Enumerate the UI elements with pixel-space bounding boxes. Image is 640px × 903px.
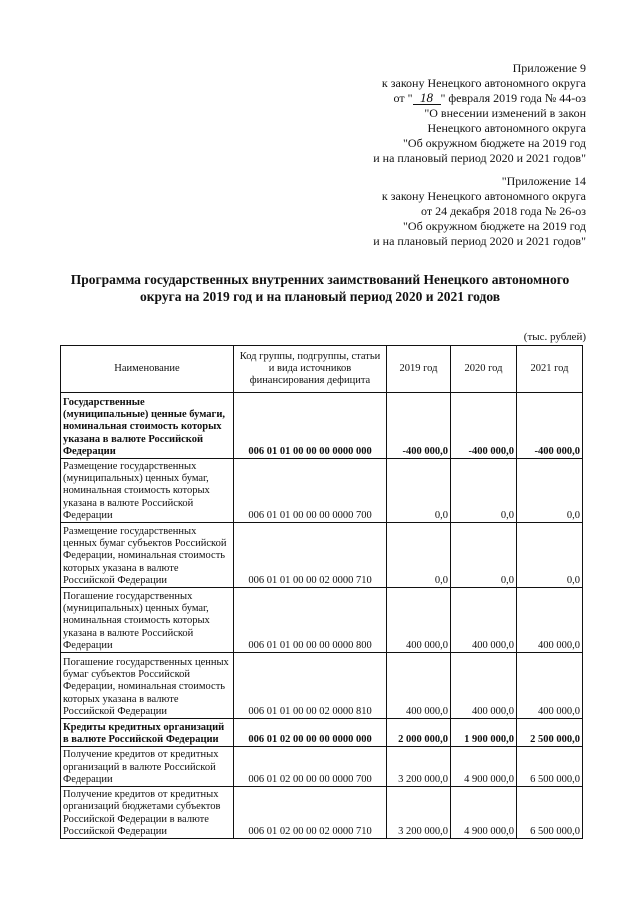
appendix-14-block (373, 174, 586, 249)
appendix-9-line-6: "Об окружном бюджете на 2019 год (403, 136, 586, 150)
header-2021: 2021 год (517, 346, 583, 393)
table-header-row (61, 346, 583, 393)
row-value-2021: -400 000,0 (517, 393, 583, 459)
row-value-2020: 4 900 000,0 (451, 787, 517, 839)
row-value-2020: -400 000,0 (451, 393, 517, 459)
row-name: Получение кредитов от кредитных организаций бюджетами субъектов Российской Федерации в валюте Российской Федерации (61, 787, 234, 839)
row-value-2019: 2 000 000,0 (387, 719, 451, 747)
row-value-2019: -400 000,0 (387, 393, 451, 459)
row-code: 006 01 01 00 00 00 0000 800 (234, 588, 387, 653)
header-2020: 2020 год (451, 346, 517, 393)
row-name: Погашение государственных (муниципальных) ценных бумаг, номинальная стоимость которых указана в валюте Российской Федерации (61, 588, 234, 653)
appendix-9-line-5: Ненецкого автономного округа (427, 121, 586, 135)
appendix-14-line-4: "Об окружном бюджете на 2019 год (403, 219, 586, 233)
table-row (61, 747, 583, 787)
appendix-9-line-4: "О внесении изменений в закон (424, 106, 586, 120)
row-name: Погашение государственных ценных бумаг субъектов Российской Федерации, номинальная стоимость которых указана в валюте Российской Федерации (61, 653, 234, 719)
document-title (40, 271, 600, 305)
title-line-1: Программа государственных внутренних заимствований Ненецкого автономного (70, 272, 570, 287)
row-value-2019: 400 000,0 (387, 588, 451, 653)
row-name: Размещение государственных ценных бумаг субъектов Российской Федерации, номинальная стоимость которых указана в валюте Российской Федерации (61, 523, 234, 588)
row-value-2021: 0,0 (517, 523, 583, 588)
row-value-2020: 0,0 (451, 523, 517, 588)
appendix-9-heading: Приложение 9 (512, 61, 586, 75)
row-code: 006 01 02 00 00 02 0000 710 (234, 787, 387, 839)
appendix-9-date-line (373, 91, 586, 106)
row-value-2019: 3 200 000,0 (387, 747, 451, 787)
table-row (61, 459, 583, 523)
row-value-2021: 400 000,0 (517, 653, 583, 719)
row-value-2021: 400 000,0 (517, 588, 583, 653)
row-name: Получение кредитов от кредитных организаций в валюте Российской Федерации (61, 747, 234, 787)
row-name: Размещение государственных (муниципальных) ценных бумаг, номинальная стоимость которых указана в валюте Российской Федерации (61, 459, 234, 523)
row-value-2020: 400 000,0 (451, 588, 517, 653)
header-2019: 2019 год (387, 346, 451, 393)
row-name: Государственные (муниципальные) ценные бумаги, номинальная стоимость которых указана в валюте Российской Федерации (61, 393, 234, 459)
row-code: 006 01 01 00 00 00 0000 700 (234, 459, 387, 523)
table-row (61, 719, 583, 747)
row-value-2021: 0,0 (517, 459, 583, 523)
table-row (61, 393, 583, 459)
table-row (61, 523, 583, 588)
date-suffix: " февраля 2019 года № 44-оз (440, 91, 586, 105)
appendix-9-law-ref: к закону Ненецкого автономного округа (381, 76, 586, 90)
row-code: 006 01 02 00 00 00 0000 700 (234, 747, 387, 787)
title-line-2: округа на 2019 год и на плановый период 2020 и 2021 годов (139, 289, 501, 304)
row-value-2019: 0,0 (387, 523, 451, 588)
row-value-2020: 1 900 000,0 (451, 719, 517, 747)
table-row (61, 787, 583, 839)
row-code: 006 01 02 00 00 00 0000 000 (234, 719, 387, 747)
appendix-14-law-ref: к закону Ненецкого автономного округа (381, 189, 586, 203)
row-value-2020: 4 900 000,0 (451, 747, 517, 787)
header-name: Наименование (61, 346, 234, 393)
appendix-9-block (373, 61, 586, 166)
row-name: Кредиты кредитных организаций в валюте Российской Федерации (61, 719, 234, 747)
row-code: 006 01 01 00 00 02 0000 810 (234, 653, 387, 719)
row-value-2019: 3 200 000,0 (387, 787, 451, 839)
row-value-2021: 6 500 000,0 (517, 747, 583, 787)
header-code: Код группы, подгруппы, статьи и вида источников финансирования дефицита (234, 346, 387, 393)
row-value-2020: 0,0 (451, 459, 517, 523)
borrowing-program-table (60, 345, 583, 839)
table-row (61, 588, 583, 653)
units-label: (тыс. рублей) (523, 331, 586, 343)
appendix-14-date: от 24 декабря 2018 года № 26-оз (420, 204, 586, 218)
appendix-14-line-5: и на плановый период 2020 и 2021 годов" (373, 234, 586, 248)
date-prefix: от " (393, 91, 413, 105)
table-row (61, 653, 583, 719)
row-value-2019: 0,0 (387, 459, 451, 523)
row-value-2021: 6 500 000,0 (517, 787, 583, 839)
row-code: 006 01 01 00 00 00 0000 000 (234, 393, 387, 459)
row-value-2021: 2 500 000,0 (517, 719, 583, 747)
handwritten-day: 18 (413, 92, 441, 105)
appendix-14-heading: "Приложение 14 (501, 174, 586, 188)
row-code: 006 01 01 00 00 02 0000 710 (234, 523, 387, 588)
row-value-2019: 400 000,0 (387, 653, 451, 719)
row-value-2020: 400 000,0 (451, 653, 517, 719)
appendix-9-line-7: и на плановый период 2020 и 2021 годов" (373, 151, 586, 165)
